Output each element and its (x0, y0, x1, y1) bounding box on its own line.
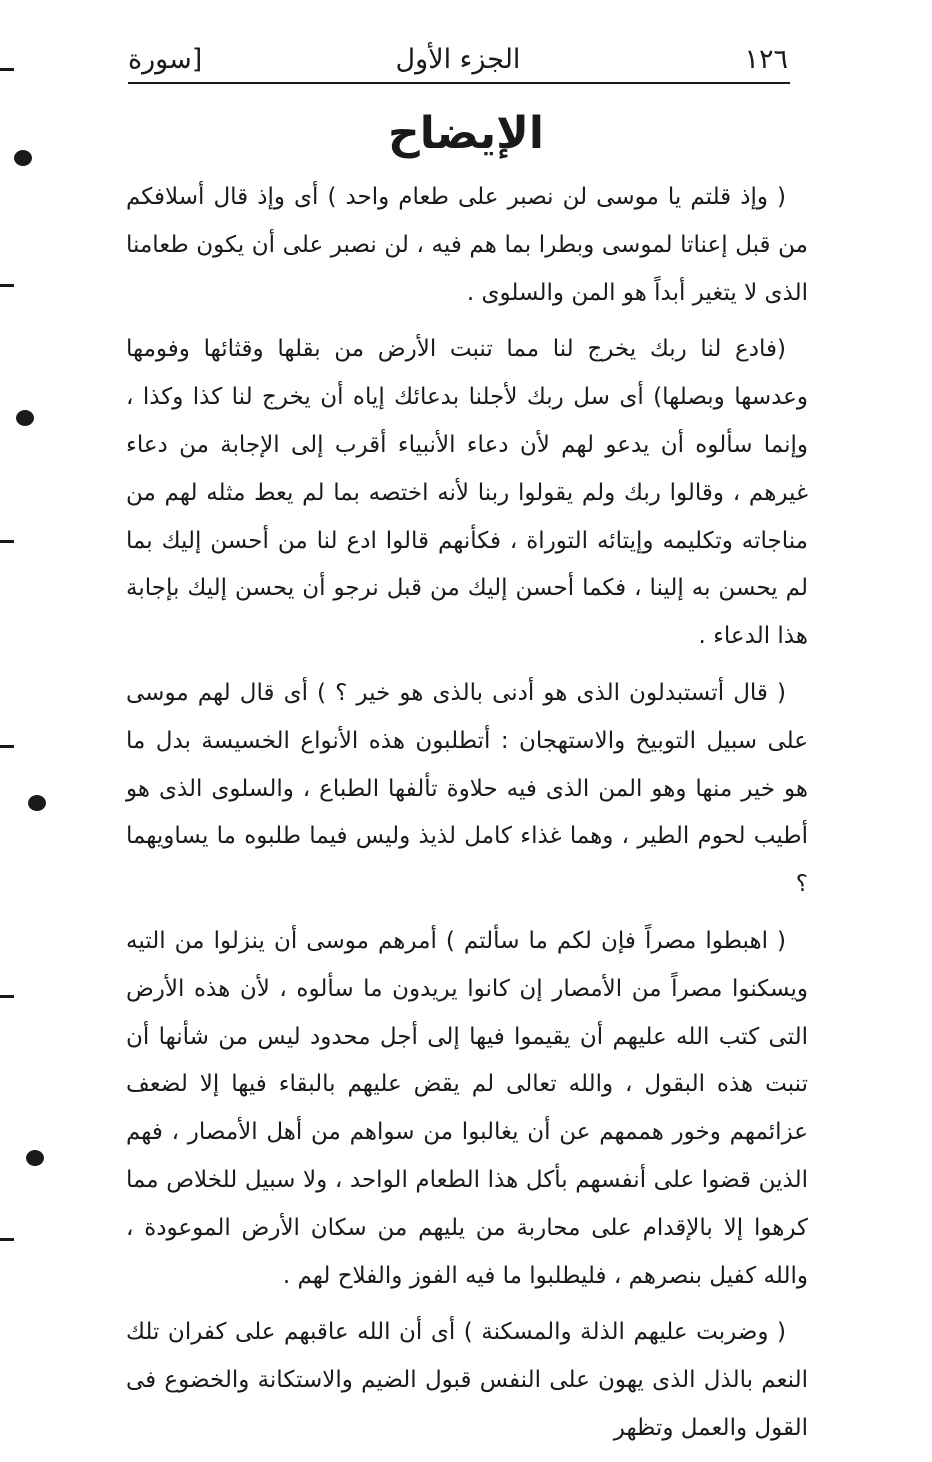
paragraph-2: (فادع لنا ربك يخرج لنا مما تنبت الأرض من بقلها وقثائها وفومها وعدسها وبصلها) أى سل ربك لأجلنا بدعائك إياه أن يخرج لنا كذا وكذا ، وإنما سألوه أن يدعو لهم لأن دعاء الأنبياء أقرب إلى الإجابة من دعاء غيرهم ، وقالوا ربك ولم يقولوا ربنا لأنه اختصه بما لم يعط مثله لهم من مناجاته وتكليمه وإيتائه التوراة ، فكأنهم قالوا ادع لنا من أحسن إليك بما لم يحسن به إلينا ، فكما أحسن إليك من قبل نرجو أن يحسن إليك بإجابة هذا الدعاء . (126, 336, 808, 650)
scan-mark (0, 284, 14, 287)
paragraph-4: ( اهبطوا مصراً فإن لكم ما سألتم ) أمرهم موسى أن ينزلوا من التيه ويسكنوا مصراً من الأمصار إن كانوا يريدون ما سألوه ، لأن هذه الأرض التى كتب الله عليهم أن يقيموا فيها إلى أجل محدود ليس من شأنها أن تنبت هذه البقول ، والله تعالى لم يقض عليهم بالبقاء فيها إلا لضعف عزائمهم وخور هممهم عن أن يغالبوا من سواهم من أهل الأمصار ، فهم الذين قضوا على أنفسهم بأكل هذا الطعام الواحد ، ولا سبيل للخلاص مما كرهوا إلا بالإقدام على محاربة من يليهم من سكان الأرض الموعودة ، والله كفيل بنصرهم ، فليطلبوا ما فيه الفوز والفلاح لهم . (126, 927, 808, 1289)
section-title: الإيضاح (388, 108, 544, 159)
scan-mark (14, 150, 32, 166)
scan-mark (0, 540, 14, 543)
scan-mark (0, 995, 14, 998)
scan-mark (0, 745, 14, 748)
page-number: ١٢٦ (744, 44, 788, 75)
scan-mark (0, 1238, 14, 1241)
paragraph-1: ( وإذ قلتم يا موسى لن نصبر على طعام واحد ) أى وإذ قال أسلافكم من قبل إعناتا لموسى وبطرا بما هم فيه ، لن نصبر على أن يكون طعامنا الذى لا يتغير أبداً هو المن والسلوى . (126, 184, 808, 306)
running-title: الجزء الأول (395, 44, 521, 75)
scan-mark (16, 410, 34, 426)
header-rule (128, 82, 790, 84)
scan-mark (0, 68, 14, 71)
scan-mark (28, 795, 46, 811)
body-text (126, 174, 808, 1462)
page-header (128, 40, 788, 84)
paragraph-5: ( وضربت عليهم الذلة والمسكنة ) أى أن الله عاقبهم على كفران تلك النعم بالذل الذى يهون على النفس قبول الضيم والاستكانة والخضوع فى القول والعمل وتظهر (126, 1319, 808, 1441)
scan-mark (26, 1150, 44, 1166)
surah-label: [سورة (128, 44, 203, 75)
paragraph-3: ( قال أتستبدلون الذى هو أدنى بالذى هو خير ؟ ) أى قال لهم موسى على سبيل التوبيخ والاستهجان : أتطلبون هذه الأنواع الخسيسة بدل ما هو خير منها وهو المن الذى فيه حلاوة تألفها الطباع ، والسلوى الذى هو أطيب لحوم الطير ، وهما غذاء كامل لذيذ وليس فيما طلبوه ما يساويهما ؟ (126, 679, 808, 898)
